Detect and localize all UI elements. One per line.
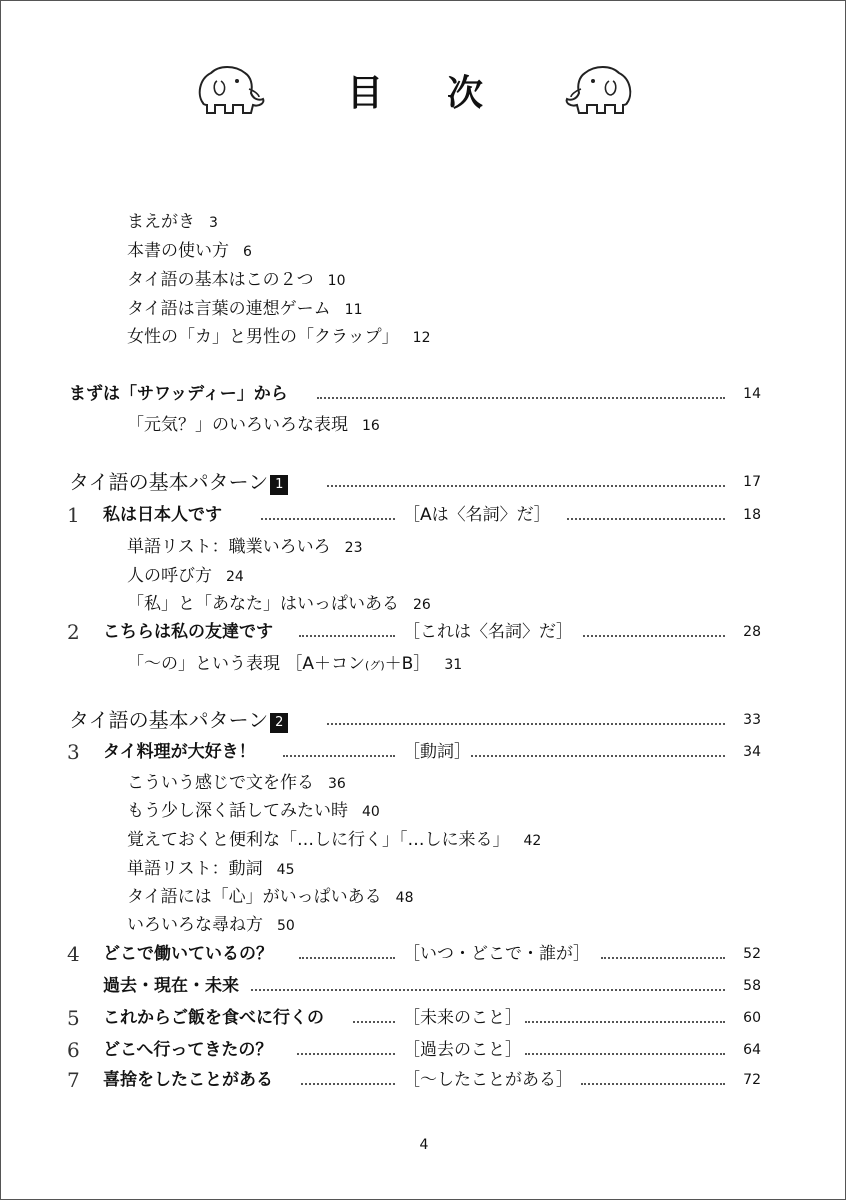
entry-title: 「私」と「あなた」はいっぱいある [127,594,399,614]
dot-leader [525,1019,725,1023]
lesson-page: 28 [743,624,761,640]
entry-page: 26 [413,597,431,613]
dot-leader [297,1051,395,1055]
lesson-page: 34 [743,744,761,760]
title-char-2: 次 [447,73,484,114]
lesson-number: 1 [67,503,80,527]
entry-title: 女性の「カ」と男性の「クラップ」 [127,327,399,347]
toc-entry[interactable] [1,884,846,910]
toc-entry[interactable] [1,267,846,293]
toc-entry[interactable] [1,856,846,882]
dot-leader [567,516,725,520]
dot-leader [471,753,725,757]
entry-title: 単語リスト：動詞 [127,859,263,879]
toc-entry[interactable] [1,534,846,560]
lesson-page: 18 [743,507,761,523]
lesson-3[interactable] [1,739,846,765]
entry-title: 本書の使い方 [127,241,229,261]
entry-page: 10 [327,273,346,289]
dot-leader [317,395,725,399]
toc-entry[interactable] [1,296,846,322]
entry-page: 24 [226,569,244,585]
entry-title: 単語リスト：職業いろいろ [127,537,331,557]
elephant-right-icon [557,59,637,119]
lesson-number: 3 [67,740,80,764]
entry-title: タイ語には「心」がいっぱいある [127,887,382,907]
dot-leader [251,987,725,991]
lesson-number: 6 [67,1038,80,1062]
entry-page: 50 [277,918,295,934]
lesson-6[interactable] [1,1037,846,1063]
dot-leader [353,1019,395,1023]
entry-page: 11 [344,302,363,318]
entry-page: 36 [328,776,346,792]
entry-title-a: 「〜の」という表現 ［A＋コン [127,654,366,674]
lesson-title: どこへ行ってきたの？ [103,1040,273,1060]
lesson-title: こちらは私の友達です [103,622,273,642]
dot-leader [299,955,395,959]
entry-title: 人の呼び方 [127,566,212,586]
toc-entry[interactable] [1,827,846,853]
entry-title: タイ語の基本はこの２つ [127,270,314,290]
entry-page: 3 [209,215,218,231]
lesson-page: 52 [743,946,761,962]
toc-entry[interactable] [1,563,846,589]
entry-page: 48 [395,890,414,906]
dot-leader [327,721,725,725]
lesson-1[interactable] [1,502,846,528]
dot-leader [525,1051,725,1055]
section-page: 17 [743,474,761,490]
lesson-title: タイ料理が大好き！ [103,742,256,762]
toc-entry[interactable] [1,651,846,677]
entry-page: 16 [362,418,380,434]
entry-page: 23 [344,540,363,556]
dot-leader [327,483,725,487]
section-page: 33 [743,712,761,728]
elephant-left-icon [193,59,273,119]
entry-page: 6 [243,244,252,260]
lesson-7[interactable] [1,1067,846,1093]
lesson-5[interactable] [1,1005,846,1031]
extra-page: 58 [743,978,761,994]
lesson-title: 喜捨をしたことがある [103,1070,273,1090]
dot-leader [583,633,725,637]
entry-title: もう少し深く話してみたい時 [127,801,348,821]
section-page: 14 [743,386,761,402]
dot-leader [601,955,725,959]
toc-entry[interactable] [1,238,846,264]
dot-leader [301,1081,395,1085]
entry-title: 覚えておくと便利な「…しに行く」「…しに来る」 [127,830,510,850]
entry-title: 「元気？」のいろいろな表現 [127,415,348,435]
lesson-tag: ［未来のこと］ [403,1008,522,1028]
entry-page: 45 [276,862,295,878]
entry-page: 40 [362,804,380,820]
lesson-tag: ［〜したことがある］ [403,1070,573,1090]
entry-title: こういう感じで文を作る [127,773,314,793]
toc-entry[interactable] [1,798,846,824]
title-area [1,59,846,119]
lesson-page: 60 [743,1010,761,1026]
section-title: タイ語の基本パターン [69,470,269,494]
entry-page: 42 [523,833,542,849]
lesson-2[interactable] [1,619,846,645]
entry-page: 12 [412,330,431,346]
dot-leader [299,633,395,637]
entry-page: 31 [444,657,463,673]
entry-title: いろいろな尋ね方 [127,915,263,935]
lesson-tag: ［Aは〈名詞〉だ］ [403,505,551,525]
lesson-tag: ［これは〈名詞〉だ］ [403,622,573,642]
lesson-tag: ［いつ・どこで・誰が］ [403,944,590,964]
lesson-page: 64 [743,1042,761,1058]
toc-entry[interactable] [1,412,846,438]
extra-entry[interactable] [1,973,846,999]
section-badge: 2 [270,713,288,733]
entry-title-small: (グ) [365,659,385,672]
extra-title: 過去・現在・未来 [103,976,239,996]
section-pattern-1[interactable] [1,469,846,495]
dot-leader [283,753,395,757]
dot-leader [581,1081,725,1085]
section-title: まずは「サワッディー」から [69,384,288,404]
lesson-4[interactable] [1,941,846,967]
lesson-title: どこで働いているの？ [103,944,273,964]
section-badge: 1 [270,475,288,495]
entry-title: まえがき [127,212,195,232]
lesson-title: これからご飯を食べに行くの [103,1008,324,1028]
lesson-number: 5 [67,1006,80,1030]
dot-leader [261,516,395,520]
section-greeting[interactable] [1,381,846,407]
toc-entry[interactable] [1,209,846,235]
toc-entry[interactable] [1,770,846,796]
entry-title-b: ＋B］ [384,654,431,674]
footer-page-number: 4 [419,1137,429,1153]
lesson-title: 私は日本人です [103,505,222,525]
lesson-tag: ［過去のこと］ [403,1040,522,1060]
title-char-1: 目 [347,73,384,114]
section-pattern-2[interactable] [1,707,846,733]
toc-entry[interactable] [1,324,846,350]
lesson-number: 7 [67,1068,80,1092]
toc-entry[interactable] [1,912,846,938]
lesson-tag: ［動詞］ [403,742,471,762]
section-title: タイ語の基本パターン [69,708,269,732]
toc-entry[interactable] [1,591,846,617]
lesson-number: 2 [67,620,80,644]
lesson-page: 72 [743,1072,761,1088]
lesson-number: 4 [67,942,80,966]
entry-title: タイ語は言葉の連想ゲーム [127,299,331,319]
